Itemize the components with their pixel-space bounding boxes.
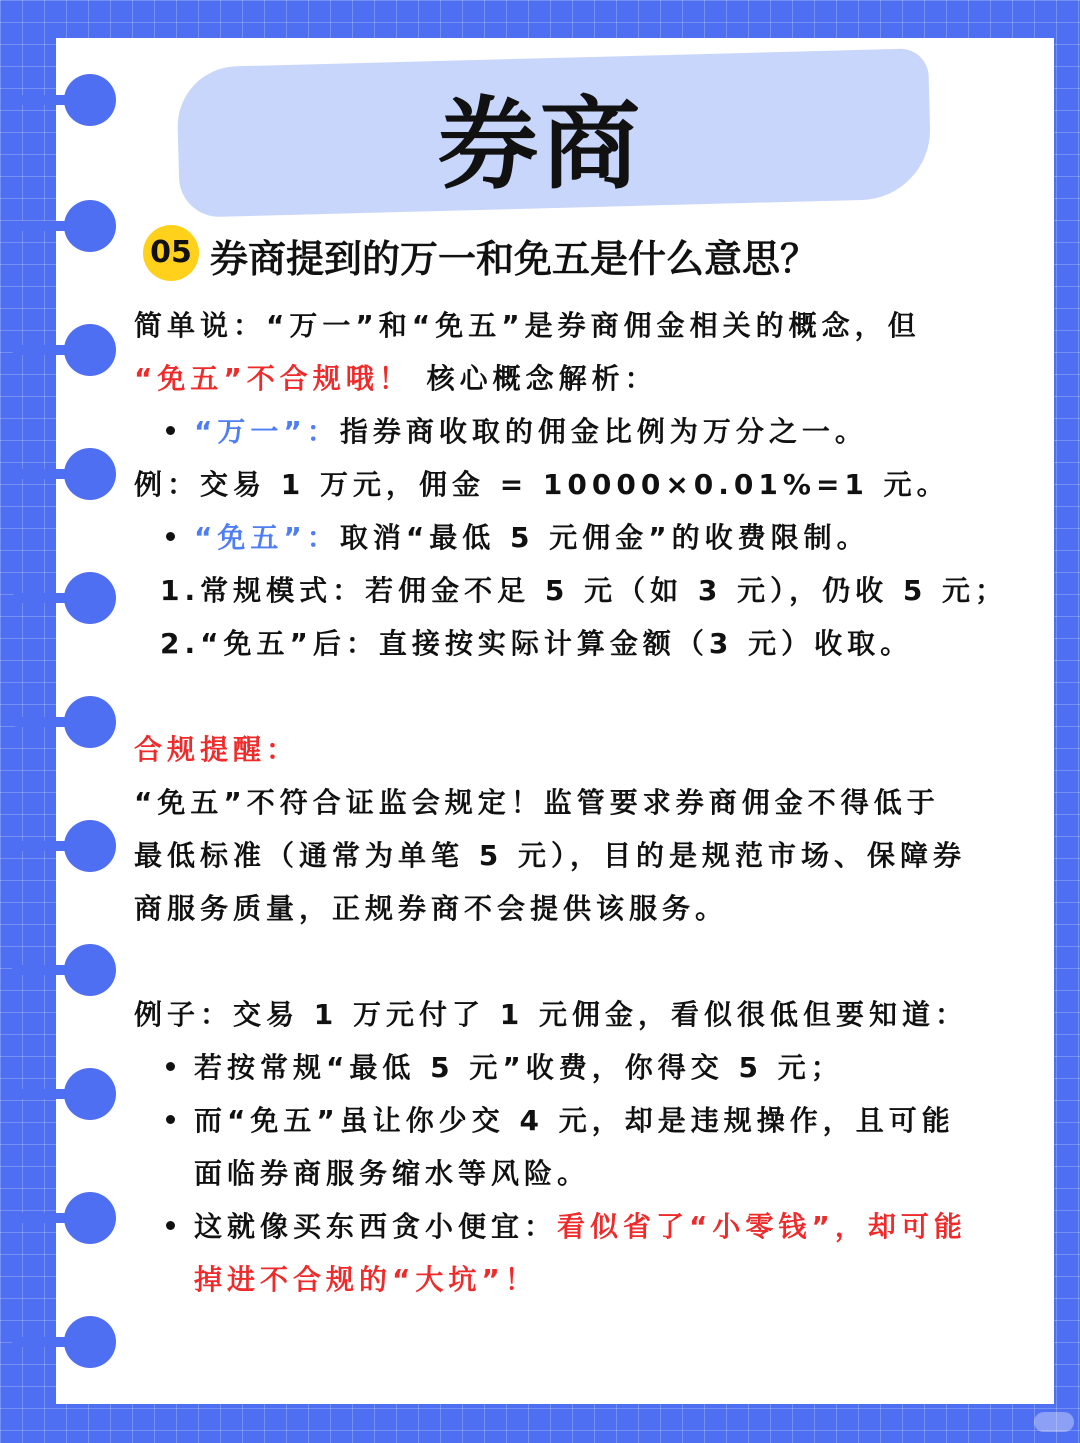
mianwu-term: “免五”： (194, 521, 340, 554)
mianwu-item-regular: 1.常规模式：若佣金不足 5 元（如 3 元），仍收 5 元； (160, 574, 1009, 607)
example-bullet: 而“免五”虽让你少交 4 元，却是违规操作，且可能 (194, 1099, 1018, 1139)
page-title: 券商 (438, 86, 642, 203)
binder-ring (12, 1316, 130, 1368)
compliance-text: “免五”不符合证监会规定！监管要求券商佣金不得低于 (134, 786, 940, 819)
question-number-badge: 05 (143, 225, 199, 281)
binder-ring (12, 572, 130, 624)
binder-ring (12, 324, 130, 376)
example-bullet: 若按常规“最低 5 元”收费，你得交 5 元； (194, 1046, 1018, 1086)
compliance-heading: 合规提醒： (134, 733, 300, 766)
core-concepts-label: 核心概念解析： (426, 362, 658, 395)
binder-ring (12, 944, 130, 996)
compliance-text: 商服务质量，正规券商不会提供该服务。 (134, 892, 729, 925)
example-bullet-continued: 面临券商服务缩水等风险。 (194, 1157, 591, 1190)
mianwu-bullet (194, 516, 1018, 556)
intro-text: 简单说：“万一”和“免五”是券商佣金相关的概念，但 (134, 309, 921, 342)
question-heading: 券商提到的万一和免五是什么意思？ (210, 237, 819, 281)
binder-ring (12, 1192, 130, 1244)
wanyi-example: 例：交易 1 万元，佣金 = 10000×0.01%=1 元。 (134, 468, 950, 501)
wanyi-description: 指券商收取的佣金比例为万分之一。 (339, 415, 868, 448)
intro-warning-line (134, 357, 1018, 397)
binder-ring (12, 448, 130, 500)
compliance-warning: “免五”不合规哦！ (134, 362, 412, 395)
mianwu-item-waived: 2.“免五”后：直接按实际计算金额（3 元）收取。 (160, 627, 914, 660)
example-bullet (194, 1205, 1018, 1245)
binder-ring (12, 1068, 130, 1120)
analogy-highlight: 看似省了“小零钱”，却可能 (557, 1210, 967, 1243)
compliance-text: 最低标准（通常为单笔 5 元），目的是规范市场、保障券 (134, 839, 966, 872)
wanyi-term: “万一”： (194, 415, 340, 448)
mianwu-description: 取消“最低 5 元佣金”的收费限制。 (339, 521, 870, 554)
binder-ring (12, 696, 130, 748)
wanyi-bullet (194, 410, 1018, 450)
analogy-lead: 这就像买东西贪小便宜： (194, 1210, 558, 1243)
watermark (1034, 1412, 1074, 1432)
analogy-highlight-continued: 掉进不合规的“大坑”！ (194, 1263, 538, 1296)
binder-ring (12, 820, 130, 872)
example-intro: 例子：交易 1 万元付了 1 元佣金，看似很低但要知道： (134, 998, 968, 1031)
